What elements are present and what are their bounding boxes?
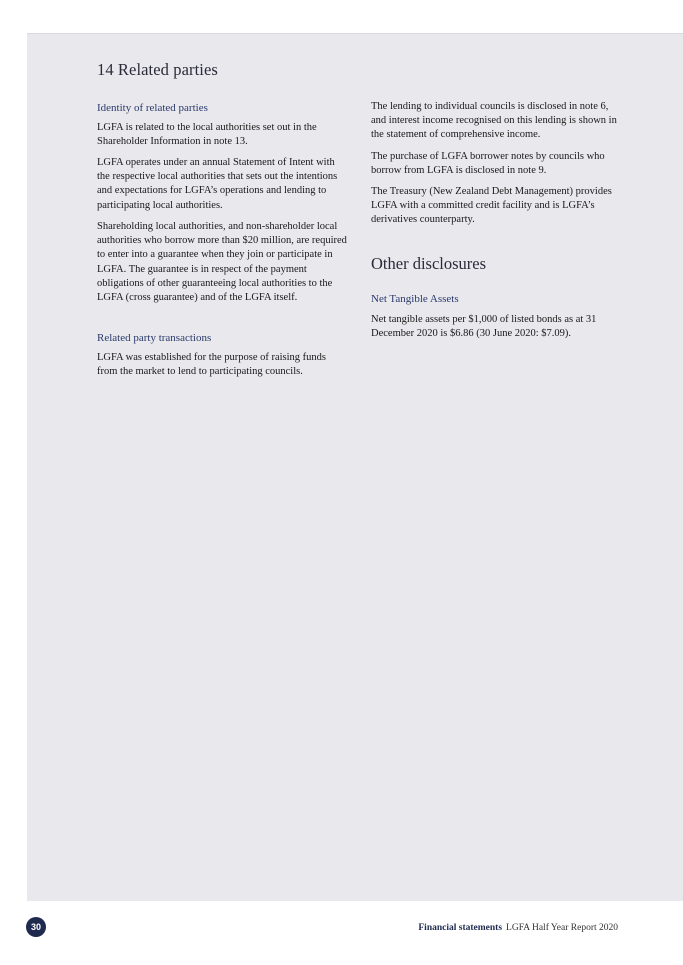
identity-paragraph-2: LGFA operates under an annual Statement of Intent with the respective local authorities that sets out the intentions and expectations for LGFA’s operations and lending to participating local authorities. <box>97 157 338 211</box>
footer-section-label: Financial statements <box>418 923 503 933</box>
transactions-heading: Related party transactions <box>97 332 212 344</box>
nta-paragraph: Net tangible assets per $1,000 of listed bonds as at 31 December 2020 is $6.86 (30 June 2020: $7.09). <box>371 314 597 340</box>
identity-heading: Identity of related parties <box>97 102 208 114</box>
treasury-paragraph: The Treasury (New Zealand Debt Management) provides LGFA with a committed credit facility and is LGFA’s derivatives counterparty. <box>371 186 612 226</box>
nta-heading: Net Tangible Assets <box>371 293 459 305</box>
identity-paragraph-1: LGFA is related to the local authorities set out in the Shareholder Information in note 13. <box>97 122 317 148</box>
page-number-badge: 30 <box>26 917 46 937</box>
footer-report-label: LGFA Half Year Report 2020 <box>506 923 618 933</box>
identity-paragraph-3: Shareholding local authorities, and non-shareholder local authorities who borrow more than $20 million, are required to enter into a guarantee when they join or participate in LGFA. The guarantee is in respect of the payment obligations of other guaranteeing local authorities to the LGFA (cross guarantee) and of the LGFA itself. <box>97 221 347 304</box>
section-title: 14 Related parties <box>97 60 218 79</box>
other-disclosures-title: Other disclosures <box>371 254 487 273</box>
footer-text <box>418 923 618 933</box>
borrower-notes-paragraph: The purchase of LGFA borrower notes by councils who borrow from LGFA is disclosed in note 9. <box>371 151 605 177</box>
transactions-paragraph: LGFA was established for the purpose of raising funds from the market to lend to participating councils. <box>97 352 327 378</box>
lending-paragraph: The lending to individual councils is disclosed in note 6, and interest income recognised on this lending is shown in the statement of comprehensive income. <box>371 101 617 141</box>
